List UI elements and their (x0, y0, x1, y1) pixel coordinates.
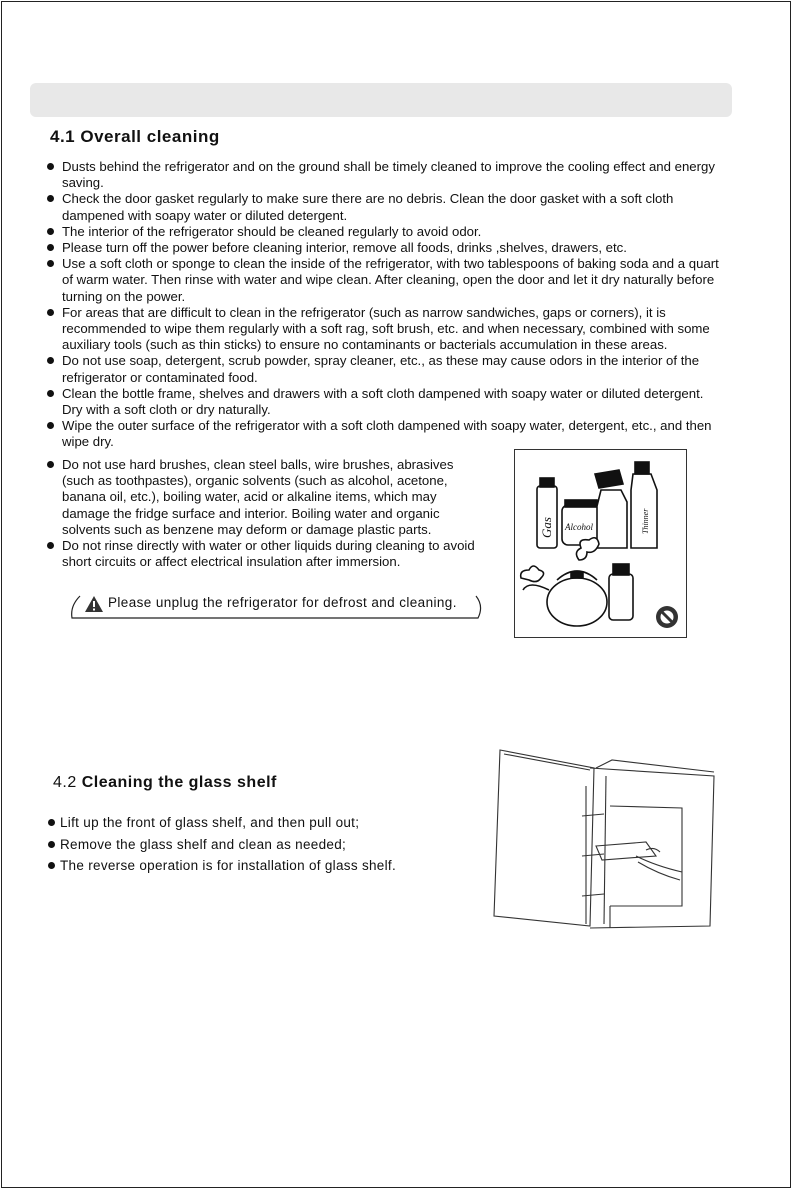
warning-banner (68, 592, 482, 620)
list-item: Dusts behind the refrigerator and on the ground shall be timely cleaned to improve the cooling effect and energy saving. (46, 159, 726, 191)
list-item: Do not use soap, detergent, scrub powder, spray cleaner, etc., as these may cause odors in the interior of the refrigerator or contaminated food. (46, 353, 726, 385)
glass-shelf-removal-illustration (486, 746, 718, 936)
section-title-overall-cleaning: 4.1 Overall cleaning (50, 127, 220, 146)
glass-shelf-steps-list (48, 812, 396, 877)
prohibited-cleaners-illustration (514, 449, 687, 638)
section-title-glass-shelf: 4.2 Cleaning the glass shelf (53, 774, 277, 791)
header-bar (30, 83, 732, 117)
warning-triangle-icon (84, 595, 104, 613)
cleaning-agents-drawing (515, 450, 688, 639)
fridge-drawing (486, 746, 718, 936)
cleaning-prohibitions-list (46, 457, 486, 570)
list-item: For areas that are difficult to clean in the refrigerator (such as narrow sandwiches, gaps or corners), it is recommended to wipe them regularly with a soft rag, soft brush, etc. and when necessary, combined with some auxiliary tools (such as thin sticks) to ensure no contaminants or bacterials accumulation in these areas. (46, 305, 726, 354)
list-item: The interior of the refrigerator should be cleaned regularly to avoid odor. (46, 224, 726, 240)
list-item: Check the door gasket regularly to make sure there are no debris. Clean the door gasket with a soft cloth dampened with soapy water or diluted detergent. (46, 191, 726, 223)
list-item: Wipe the outer surface of the refrigerator with a soft cloth dampened with soapy water, detergent, etc., and then wipe dry. (46, 418, 726, 450)
gas-label: Gas (539, 517, 554, 538)
list-item: The reverse operation is for installation of glass shelf. (48, 855, 396, 877)
list-item: Clean the bottle frame, shelves and drawers with a soft cloth dampened with soapy water or diluted detergent. Dry with a soft cloth or dry naturally. (46, 386, 726, 418)
warning-text: Please unplug the refrigerator for defrost and cleaning. (108, 595, 457, 610)
prohibited-icon (656, 606, 678, 628)
alcohol-label: Alcohol (565, 522, 593, 532)
list-item: Use a soft cloth or sponge to clean the inside of the refrigerator, with two tablespoons of baking soda and a quart of warm water. Then rinse with water and wipe clean. After cleaning, open the door and let it dry naturally before turning on the power. (46, 256, 726, 305)
list-item: Do not rinse directly with water or other liquids during cleaning to avoid short circuits or affect electrical insulation after immersion. (46, 538, 486, 570)
list-item: Do not use hard brushes, clean steel balls, wire brushes, abrasives (such as toothpastes), organic solvents (such as alcohol, acetone, banana oil, etc.), boiling water, acid or alkaline items, which may damage the fridge surface and interior. Boiling water and organic solvents such as benzene may deform or damage plastic parts. (46, 457, 486, 538)
list-item: Lift up the front of glass shelf, and then pull out; (48, 812, 396, 834)
overall-cleaning-list (46, 159, 726, 451)
thinner-label: Thinner (641, 508, 650, 534)
list-item: Please turn off the power before cleaning interior, remove all foods, drinks ,shelves, drawers, etc. (46, 240, 726, 256)
list-item: Remove the glass shelf and clean as needed; (48, 834, 396, 856)
